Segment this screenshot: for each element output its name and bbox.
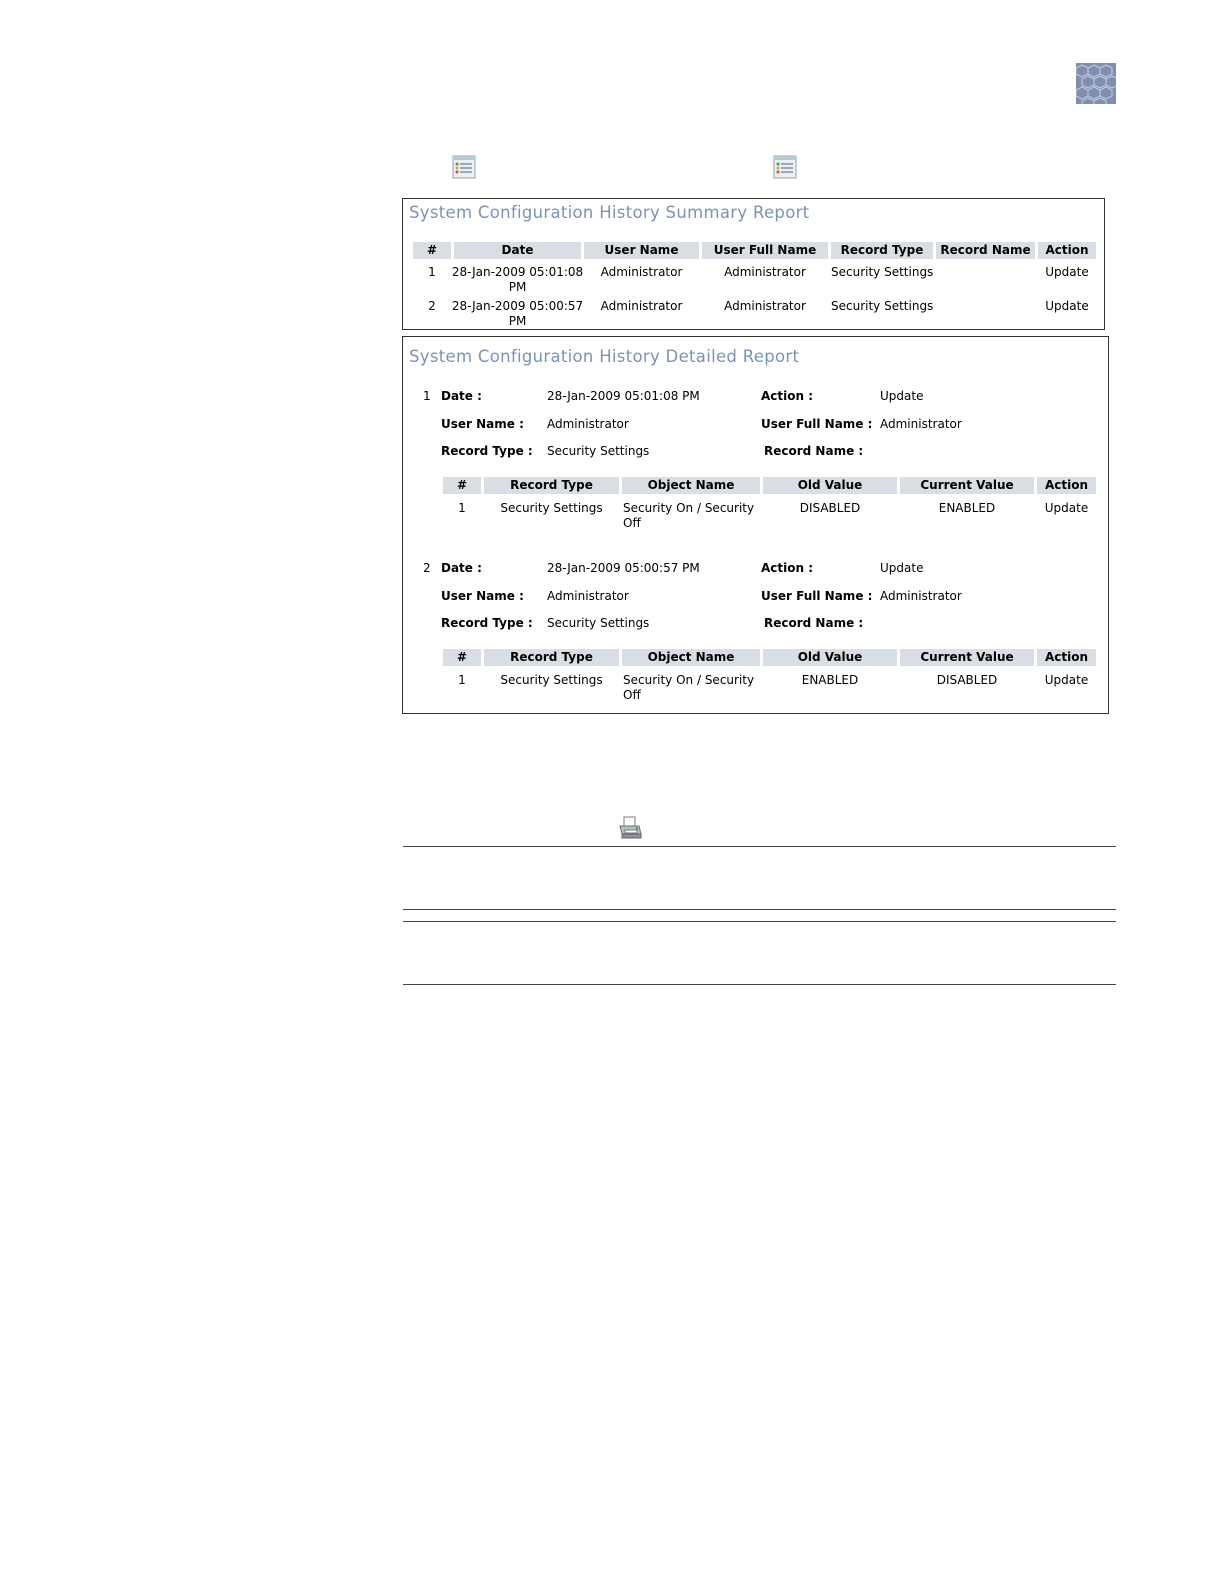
detail-header-old-value: Old Value (763, 649, 897, 666)
detail-header-record-type: Record Type (484, 649, 619, 666)
record-type-label: Record Type : (441, 616, 533, 630)
detail-header-action: Action (1037, 649, 1096, 666)
record-type-value: Security Settings (547, 616, 650, 630)
user-name-label: User Name : (441, 417, 524, 431)
list-report-icon[interactable] (773, 155, 797, 179)
summary-header-record-type: Record Type (831, 242, 933, 259)
user-name-value: Administrator (547, 417, 629, 431)
date-label: Date : (441, 389, 482, 403)
detail-header-num: # (443, 477, 481, 494)
detail-header-current-value: Current Value (900, 649, 1034, 666)
detail-header-num: # (443, 649, 481, 666)
user-full-name-label: User Full Name : (761, 589, 873, 603)
date-value: 28-Jan-2009 05:01:08 PM (547, 389, 700, 403)
user-full-name-value: Administrator (880, 589, 962, 603)
user-name-label: User Name : (441, 589, 524, 603)
action-value: Update (880, 389, 924, 403)
detail-header-object-name: Object Name (622, 649, 760, 666)
entry-number: 2 (423, 561, 431, 575)
detail-header-old-value: Old Value (763, 477, 897, 494)
summary-header-date: Date (454, 242, 581, 259)
detail-header-action: Action (1037, 477, 1096, 494)
action-value: Update (880, 561, 924, 575)
summary-report-title: System Configuration History Summary Report (409, 203, 810, 222)
summary-report: System Configuration History Summary Report # Date User Name User Full Name Record Type Record Name Action 1 28-Jan-2009 05:01:08 PM Administrator Administrator Security Settings Update 2 28-Jan-2009 05:00:57 PM Administrator Administrator Security Settings Update (402, 198, 1105, 330)
summary-header-user-name: User Name (584, 242, 699, 259)
detailed-report: System Configuration History Detailed Report 1 Date : 28-Jan-2009 05:01:08 PM Action : Update User Name : Administrator User Full Name : Administrator Record Type : Security Settings Record Name : # Record Type Object Name Old Value Current Value Action 1 Security Settings Security On / Security Off DISABLED ENABLED Update 2 Date : 28-Jan-2009 05:00:57 PM Action : Update User Name : Administrator User Full Name : Administrator Record Type : Security Settings Record Name : # Record Type Object Name Old Value Current Value Action 1 Security Settings Security On / Security Off ENABLED DISABLED Update (402, 336, 1109, 714)
detailed-report-title: System Configuration History Detailed Report (409, 347, 800, 366)
divider (403, 846, 1116, 847)
summary-header-record-name: Record Name (936, 242, 1035, 259)
action-label: Action : (761, 561, 814, 575)
date-value: 28-Jan-2009 05:00:57 PM (547, 561, 700, 575)
record-name-label: Record Name : (764, 616, 864, 630)
user-full-name-label: User Full Name : (761, 417, 873, 431)
hexagon-pattern-logo-icon (1076, 63, 1116, 104)
detail-header-record-type: Record Type (484, 477, 619, 494)
divider (403, 909, 1116, 910)
detail-header-object-name: Object Name (622, 477, 760, 494)
user-name-value: Administrator (547, 589, 629, 603)
entry-number: 1 (423, 389, 431, 403)
record-type-value: Security Settings (547, 444, 650, 458)
summary-header-num: # (413, 242, 451, 259)
list-report-icon[interactable] (452, 155, 476, 179)
printer-icon[interactable] (617, 815, 643, 841)
user-full-name-value: Administrator (880, 417, 962, 431)
action-label: Action : (761, 389, 814, 403)
detail-header-current-value: Current Value (900, 477, 1034, 494)
summary-header-action: Action (1038, 242, 1096, 259)
divider (403, 984, 1116, 985)
record-type-label: Record Type : (441, 444, 533, 458)
divider (403, 921, 1116, 922)
date-label: Date : (441, 561, 482, 575)
record-name-label: Record Name : (764, 444, 864, 458)
summary-header-user-full-name: User Full Name (702, 242, 828, 259)
